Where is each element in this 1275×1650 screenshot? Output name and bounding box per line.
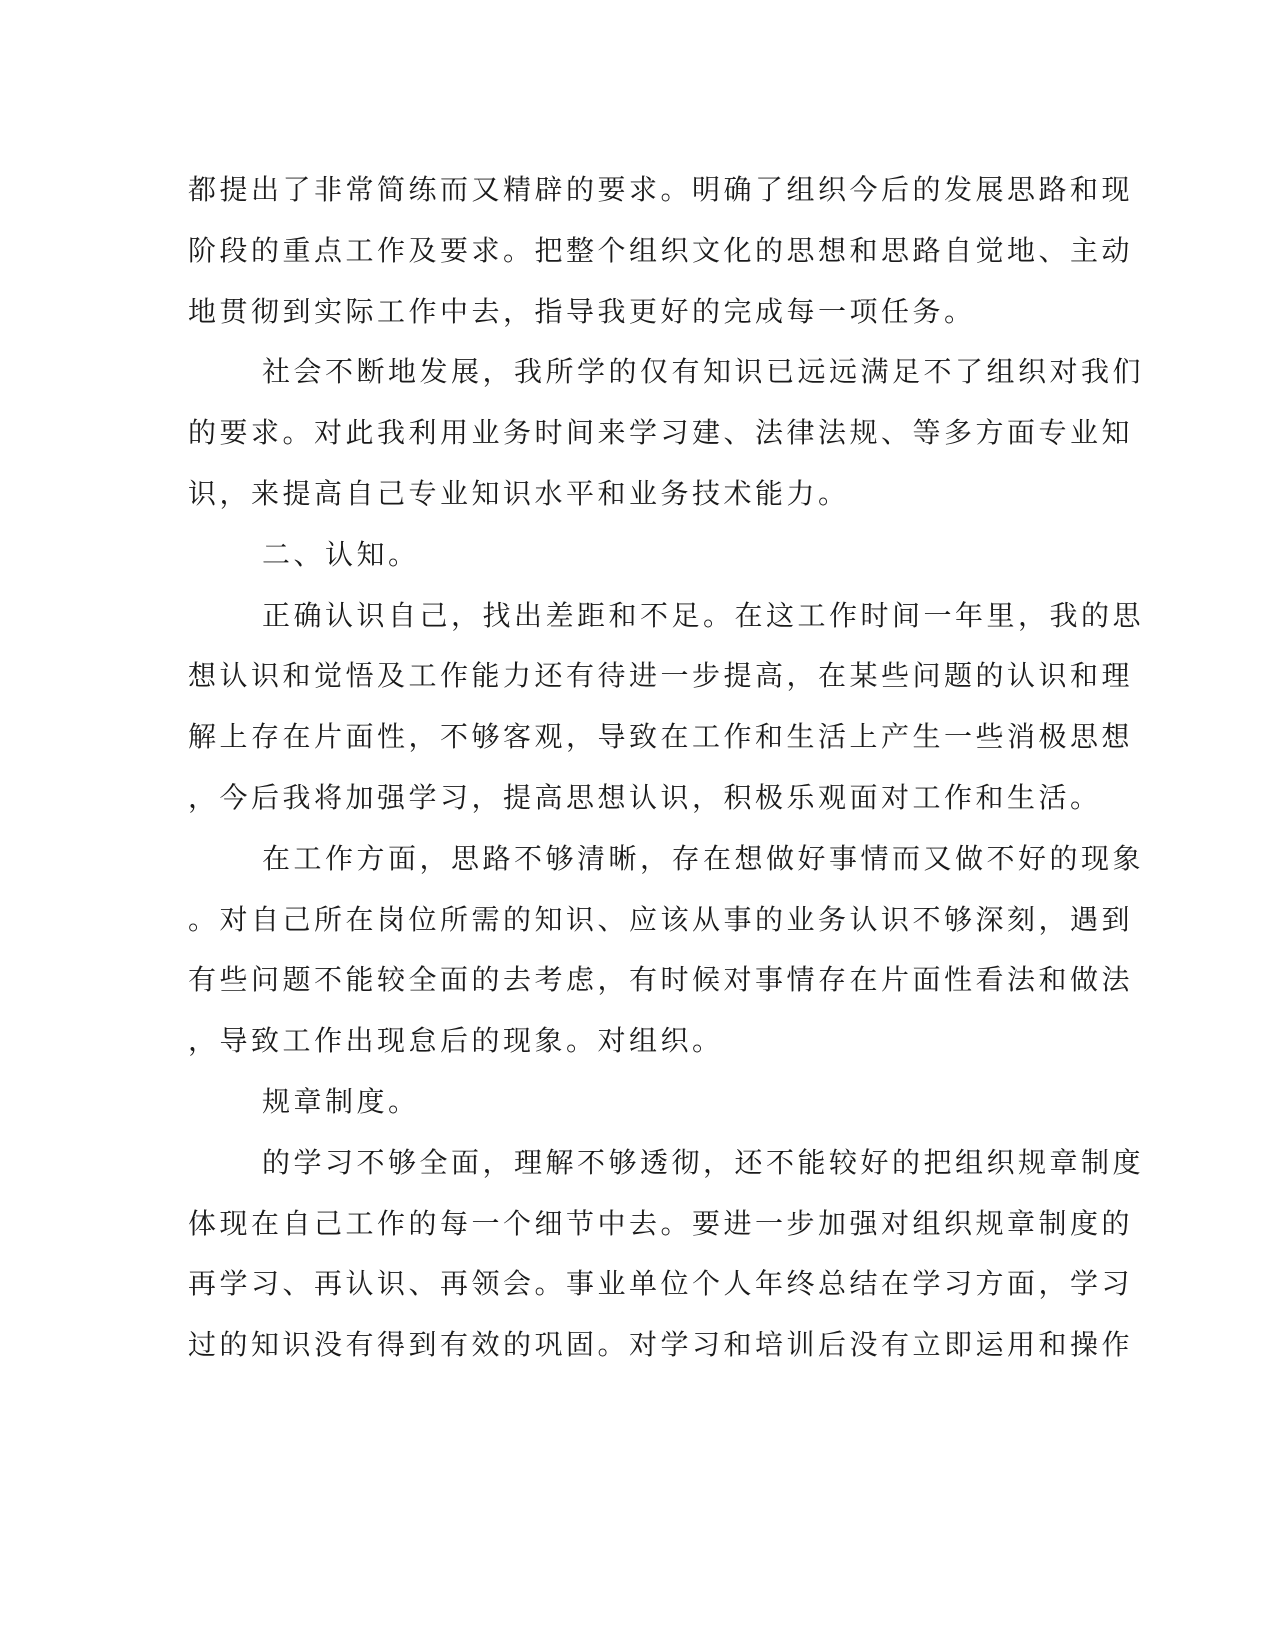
- text-line: 解上存在片面性，不够客观，导致在工作和生活上产生一些消极思想: [188, 720, 1134, 754]
- text-line: 识，来提高自己专业知识水平和业务技术能力。: [188, 476, 850, 510]
- text-line: 的要求。对此我利用业务时间来学习建、法律法规、等多方面专业知: [188, 416, 1134, 450]
- paragraph-first-line: 社会不断地发展，我所学的仅有知识已远远满足不了组织对我们: [262, 355, 1145, 389]
- text-line: 。对自己所在岗位所需的知识、应该从事的业务认识不够深刻，遇到: [188, 902, 1134, 936]
- paragraph-first-line: 在工作方面，思路不够清晰，存在想做好事情而又做不好的现象: [262, 841, 1145, 875]
- text-line: 地贯彻到实际工作中去，指导我更好的完成每一项任务。: [188, 294, 976, 328]
- text-line: 都提出了非常简练而又精辟的要求。明确了组织今后的发展思路和现: [188, 173, 1134, 206]
- paragraph-first-line: 规章制度。: [262, 1084, 420, 1118]
- text-line: 有些问题不能较全面的去考虑，有时候对事情存在片面性看法和做法: [188, 963, 1134, 997]
- text-line: ，导致工作出现怠后的现象。对组织。: [188, 1024, 724, 1058]
- document-body: [188, 160, 1145, 1376]
- text-line: 阶段的重点工作及要求。把整个组织文化的思想和思路自觉地、主动: [188, 233, 1134, 267]
- section-heading: 二、认知。: [262, 537, 420, 571]
- text-line: 再学习、再认识、再领会。事业单位个人年终总结在学习方面，学习: [188, 1267, 1134, 1301]
- text-line: 想认识和觉悟及工作能力还有待进一步提高，在某些问题的认识和理: [188, 659, 1134, 693]
- text-line: 体现在自己工作的每一个细节中去。要进一步加强对组织规章制度的: [188, 1206, 1134, 1240]
- text-line: ，今后我将加强学习，提高思想认识，积极乐观面对工作和生活。: [188, 780, 1102, 814]
- paragraph-first-line: 正确认识自己，找出差距和不足。在这工作时间一年里，我的思: [262, 598, 1145, 632]
- paragraph-first-line: 的学习不够全面，理解不够透彻，还不能较好的把组织规章制度: [262, 1145, 1145, 1179]
- text-line: 过的知识没有得到有效的巩固。对学习和培训后没有立即运用和操作: [188, 1328, 1134, 1362]
